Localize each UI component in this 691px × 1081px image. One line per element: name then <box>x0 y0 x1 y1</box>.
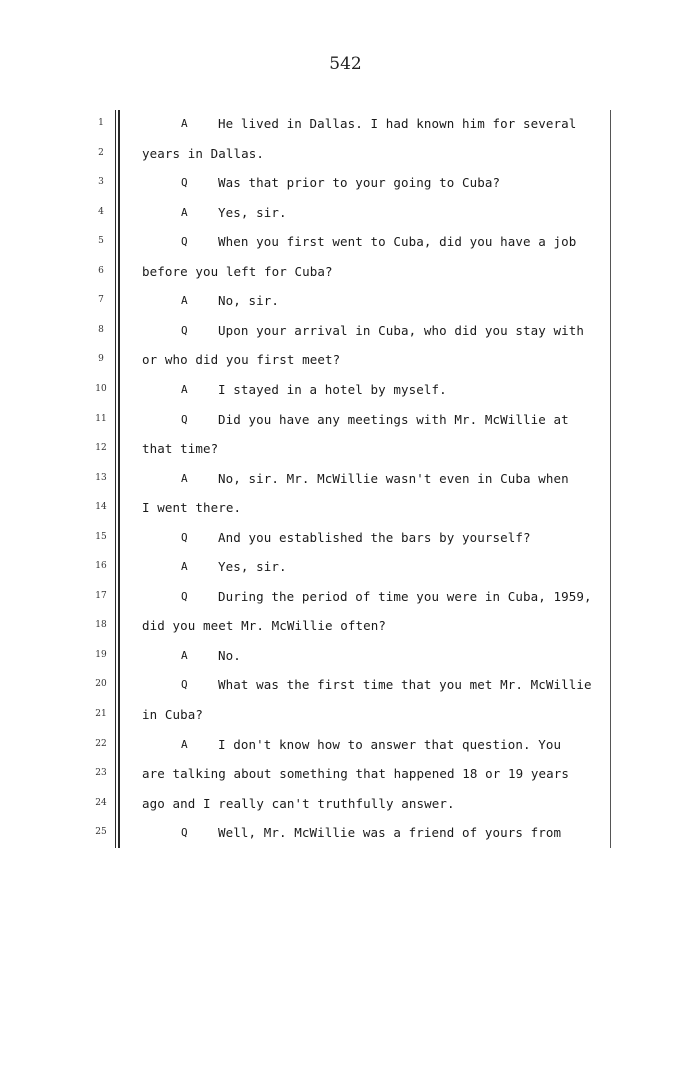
transcript-line-text: He lived in Dallas. I had known him for several <box>218 116 577 131</box>
speaker-label: Q <box>181 412 188 426</box>
line-number: 22 <box>95 738 107 749</box>
line-number: 21 <box>95 709 107 719</box>
transcript-line-text: No. <box>218 647 241 663</box>
transcript-line-text: years in Dallas. <box>142 145 265 161</box>
transcript-line-text: ago and I really can't truthfully answer. <box>142 795 455 811</box>
page-number: 542 <box>329 54 362 74</box>
transcript-line-text: in Cuba? <box>142 707 204 722</box>
line-number: 7 <box>98 295 104 306</box>
line-number: 19 <box>95 649 107 660</box>
line-number: 6 <box>98 265 104 276</box>
line-number: 17 <box>95 590 107 601</box>
transcript-line-text: No, sir. Mr. McWillie wasn't even in Cuba when <box>218 470 569 486</box>
speaker-label: A <box>181 560 188 574</box>
transcript-line-text: Well, Mr. McWillie was a friend of yours from <box>218 825 562 841</box>
line-number: 8 <box>98 324 104 335</box>
speaker-label: A <box>181 471 188 485</box>
line-number: 2 <box>98 147 104 158</box>
line-number: 4 <box>98 206 104 217</box>
transcript-line-text: Did you have any meetings with Mr. McWillie at <box>218 411 569 427</box>
transcript-line-text: that time? <box>142 441 219 457</box>
line-number: 24 <box>95 797 107 808</box>
speaker-label: A <box>181 294 188 308</box>
right-margin-rule <box>610 110 611 848</box>
transcript-line-text: During the period of time you were in Cuba, 1959, <box>218 588 592 604</box>
transcript-line-text: I went there. <box>142 500 242 516</box>
speaker-label: Q <box>181 530 188 544</box>
transcript-line-text: What was the first time that you met Mr. McWillie <box>218 677 592 693</box>
transcript-line-text: Upon your arrival in Cuba, who did you stay with <box>218 322 585 338</box>
transcript-line-text: did you meet Mr. McWillie often? <box>142 618 387 634</box>
left-margin-rule-inner <box>118 110 120 848</box>
speaker-label: A <box>181 382 188 396</box>
speaker-label: A <box>181 117 188 130</box>
line-number: 11 <box>95 413 107 424</box>
line-number: 9 <box>98 354 104 365</box>
transcript-line-text: Yes, sir. <box>218 204 287 220</box>
line-number: 10 <box>95 383 107 394</box>
line-number: 20 <box>95 679 107 690</box>
transcript-line-text: before you left for Cuba? <box>142 263 333 279</box>
line-number: 3 <box>98 177 104 188</box>
speaker-label: Q <box>181 235 188 249</box>
speaker-label: Q <box>181 678 188 692</box>
speaker-label: Q <box>181 826 188 840</box>
transcript-line-text: No, sir. <box>218 293 280 309</box>
line-number: 18 <box>95 620 107 631</box>
line-number: 13 <box>95 472 107 483</box>
speaker-label: A <box>181 737 188 751</box>
line-number: 14 <box>95 502 107 513</box>
speaker-label: A <box>181 205 188 219</box>
transcript-line-text: I don't know how to answer that question. You <box>218 736 562 752</box>
transcript-line-text: When you first went to Cuba, did you have a job <box>218 234 577 250</box>
speaker-label: Q <box>181 176 188 190</box>
line-number: 5 <box>98 236 104 247</box>
speaker-label: Q <box>181 323 188 337</box>
line-number: 12 <box>95 443 107 454</box>
transcript-line-text: or who did you first meet? <box>142 352 341 368</box>
transcript-line-text: Was that prior to your going to Cuba? <box>218 175 501 191</box>
line-number: 15 <box>95 531 107 542</box>
line-number: 23 <box>95 768 107 779</box>
speaker-label: A <box>181 648 188 662</box>
line-number: 1 <box>98 118 104 128</box>
transcript-line-text: are talking about something that happened 18 or 19 years <box>142 766 570 782</box>
line-number: 16 <box>95 561 107 572</box>
line-number: 25 <box>95 827 107 838</box>
left-margin-rule-outer <box>115 110 116 848</box>
transcript-line-text: I stayed in a hotel by myself. <box>218 381 447 397</box>
transcript-line-text: Yes, sir. <box>218 559 287 575</box>
transcript-line-text: And you established the bars by yourself? <box>218 529 531 545</box>
speaker-label: Q <box>181 589 188 603</box>
